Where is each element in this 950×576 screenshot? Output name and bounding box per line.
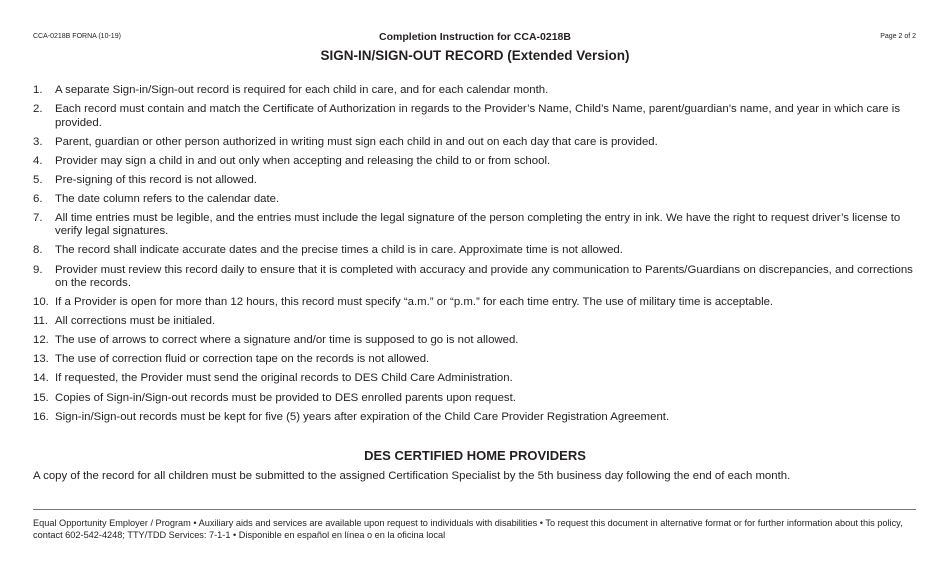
list-item <box>33 315 913 328</box>
rule-number: 4. <box>33 154 43 167</box>
list-item <box>33 193 913 206</box>
rule-text: The use of arrows to correct where a signature and/or time is supposed to go is not allowed. <box>55 334 519 347</box>
form-id: CCA-0218B FORNA (10-19) <box>33 33 121 40</box>
rule-number: 14. <box>33 372 49 385</box>
rule-text: Copies of Sign-in/Sign-out records must be provided to DES enrolled parents upon request. <box>55 391 516 404</box>
section-text: A copy of the record for all children must be submitted to the assigned Certification Specialist by the 5th business day following the end of each month. <box>33 470 791 482</box>
list-item <box>33 155 913 168</box>
list-item <box>33 353 913 366</box>
rule-number: 13. <box>33 353 49 366</box>
rule-text: Provider may sign a child in and out only when accepting and releasing the child to or from school. <box>55 154 551 167</box>
list-item <box>33 372 913 385</box>
rule-number: 2. <box>33 103 43 116</box>
rule-text: Parent, guardian or other person authorized in writing must sign each child in and out on each day that care is provided. <box>55 135 658 148</box>
rule-number: 11. <box>33 315 48 328</box>
footer-text: Equal Opportunity Employer / Program • Auxiliary aids and services are available upon request to individuals with disabilities • To request this document in alternative format or for further information about this policy, contact 602-542-4248; TTY/TDD Services: 7-1-1 • Disponible en español en línea o en la oficina local <box>33 518 903 540</box>
list-item <box>33 103 913 130</box>
list-item <box>33 136 913 149</box>
rule-number: 7. <box>33 211 43 224</box>
rule-text: If requested, the Provider must send the original records to DES Child Care Administration. <box>55 372 513 385</box>
rule-text: The use of correction fluid or correction tape on the records is not allowed. <box>55 353 430 366</box>
list-item <box>33 212 913 239</box>
rule-text: The date column refers to the calendar date. <box>55 192 280 205</box>
page-number: Page 2 of 2 <box>880 33 916 40</box>
rule-number: 6. <box>33 192 43 205</box>
rule-text: The record shall indicate accurate dates and the precise times a child is in care. Approximate time is not allowed. <box>55 244 623 257</box>
rule-text: A separate Sign-in/Sign-out record is required for each child in care, and for each calendar month. <box>55 84 549 96</box>
rule-text: Each record must contain and match the Certificate of Authorization in regards to the Provider’s Name, Child’s Name, parent/guardian’s name, and year in which care is provided. <box>55 103 901 129</box>
list-item <box>33 84 913 97</box>
footer-divider <box>33 509 916 510</box>
list-item <box>33 244 913 257</box>
list-item <box>33 296 913 309</box>
rule-number: 15. <box>33 391 49 404</box>
page-title: SIGN-IN/SIGN-OUT RECORD (Extended Version) <box>320 48 630 63</box>
rule-text: Provider must review this record daily to ensure that it is completed with accuracy and provide any communication to Parents/Guardians on discrepancies, and corrections on the records. <box>55 263 913 289</box>
section-heading: DES CERTIFIED HOME PROVIDERS <box>364 448 586 463</box>
list-item <box>33 174 913 187</box>
instruction-title: Completion Instruction for CCA-0218B <box>379 31 571 43</box>
rule-text: All time entries must be legible, and the entries must include the legal signature of the person completing the entry in ink. We have the right to request driver’s license to verify legal signatures. <box>55 211 901 238</box>
rule-number: 5. <box>33 173 43 186</box>
rules-list <box>33 84 913 430</box>
list-item <box>33 411 913 424</box>
list-item <box>33 334 913 347</box>
rule-text: If a Provider is open for more than 12 hours, this record must specify “a.m.” or “p.m.” for each time entry. The use of military time is acceptable. <box>55 296 774 309</box>
rule-number: 9. <box>33 263 43 276</box>
rule-text: Sign-in/Sign-out records must be kept for five (5) years after expiration of the Child Care Provider Registration Agreement. <box>55 410 670 423</box>
rule-number: 3. <box>33 135 43 148</box>
rule-text: All corrections must be initialed. <box>55 315 216 328</box>
rule-number: 1. <box>33 84 43 96</box>
list-item <box>33 264 913 291</box>
rule-number: 16. <box>33 410 49 423</box>
rule-number: 12. <box>33 334 49 347</box>
rule-number: 10. <box>33 296 49 309</box>
list-item <box>33 392 913 405</box>
rule-number: 8. <box>33 244 43 257</box>
rule-text: Pre-signing of this record is not allowed. <box>55 173 257 186</box>
